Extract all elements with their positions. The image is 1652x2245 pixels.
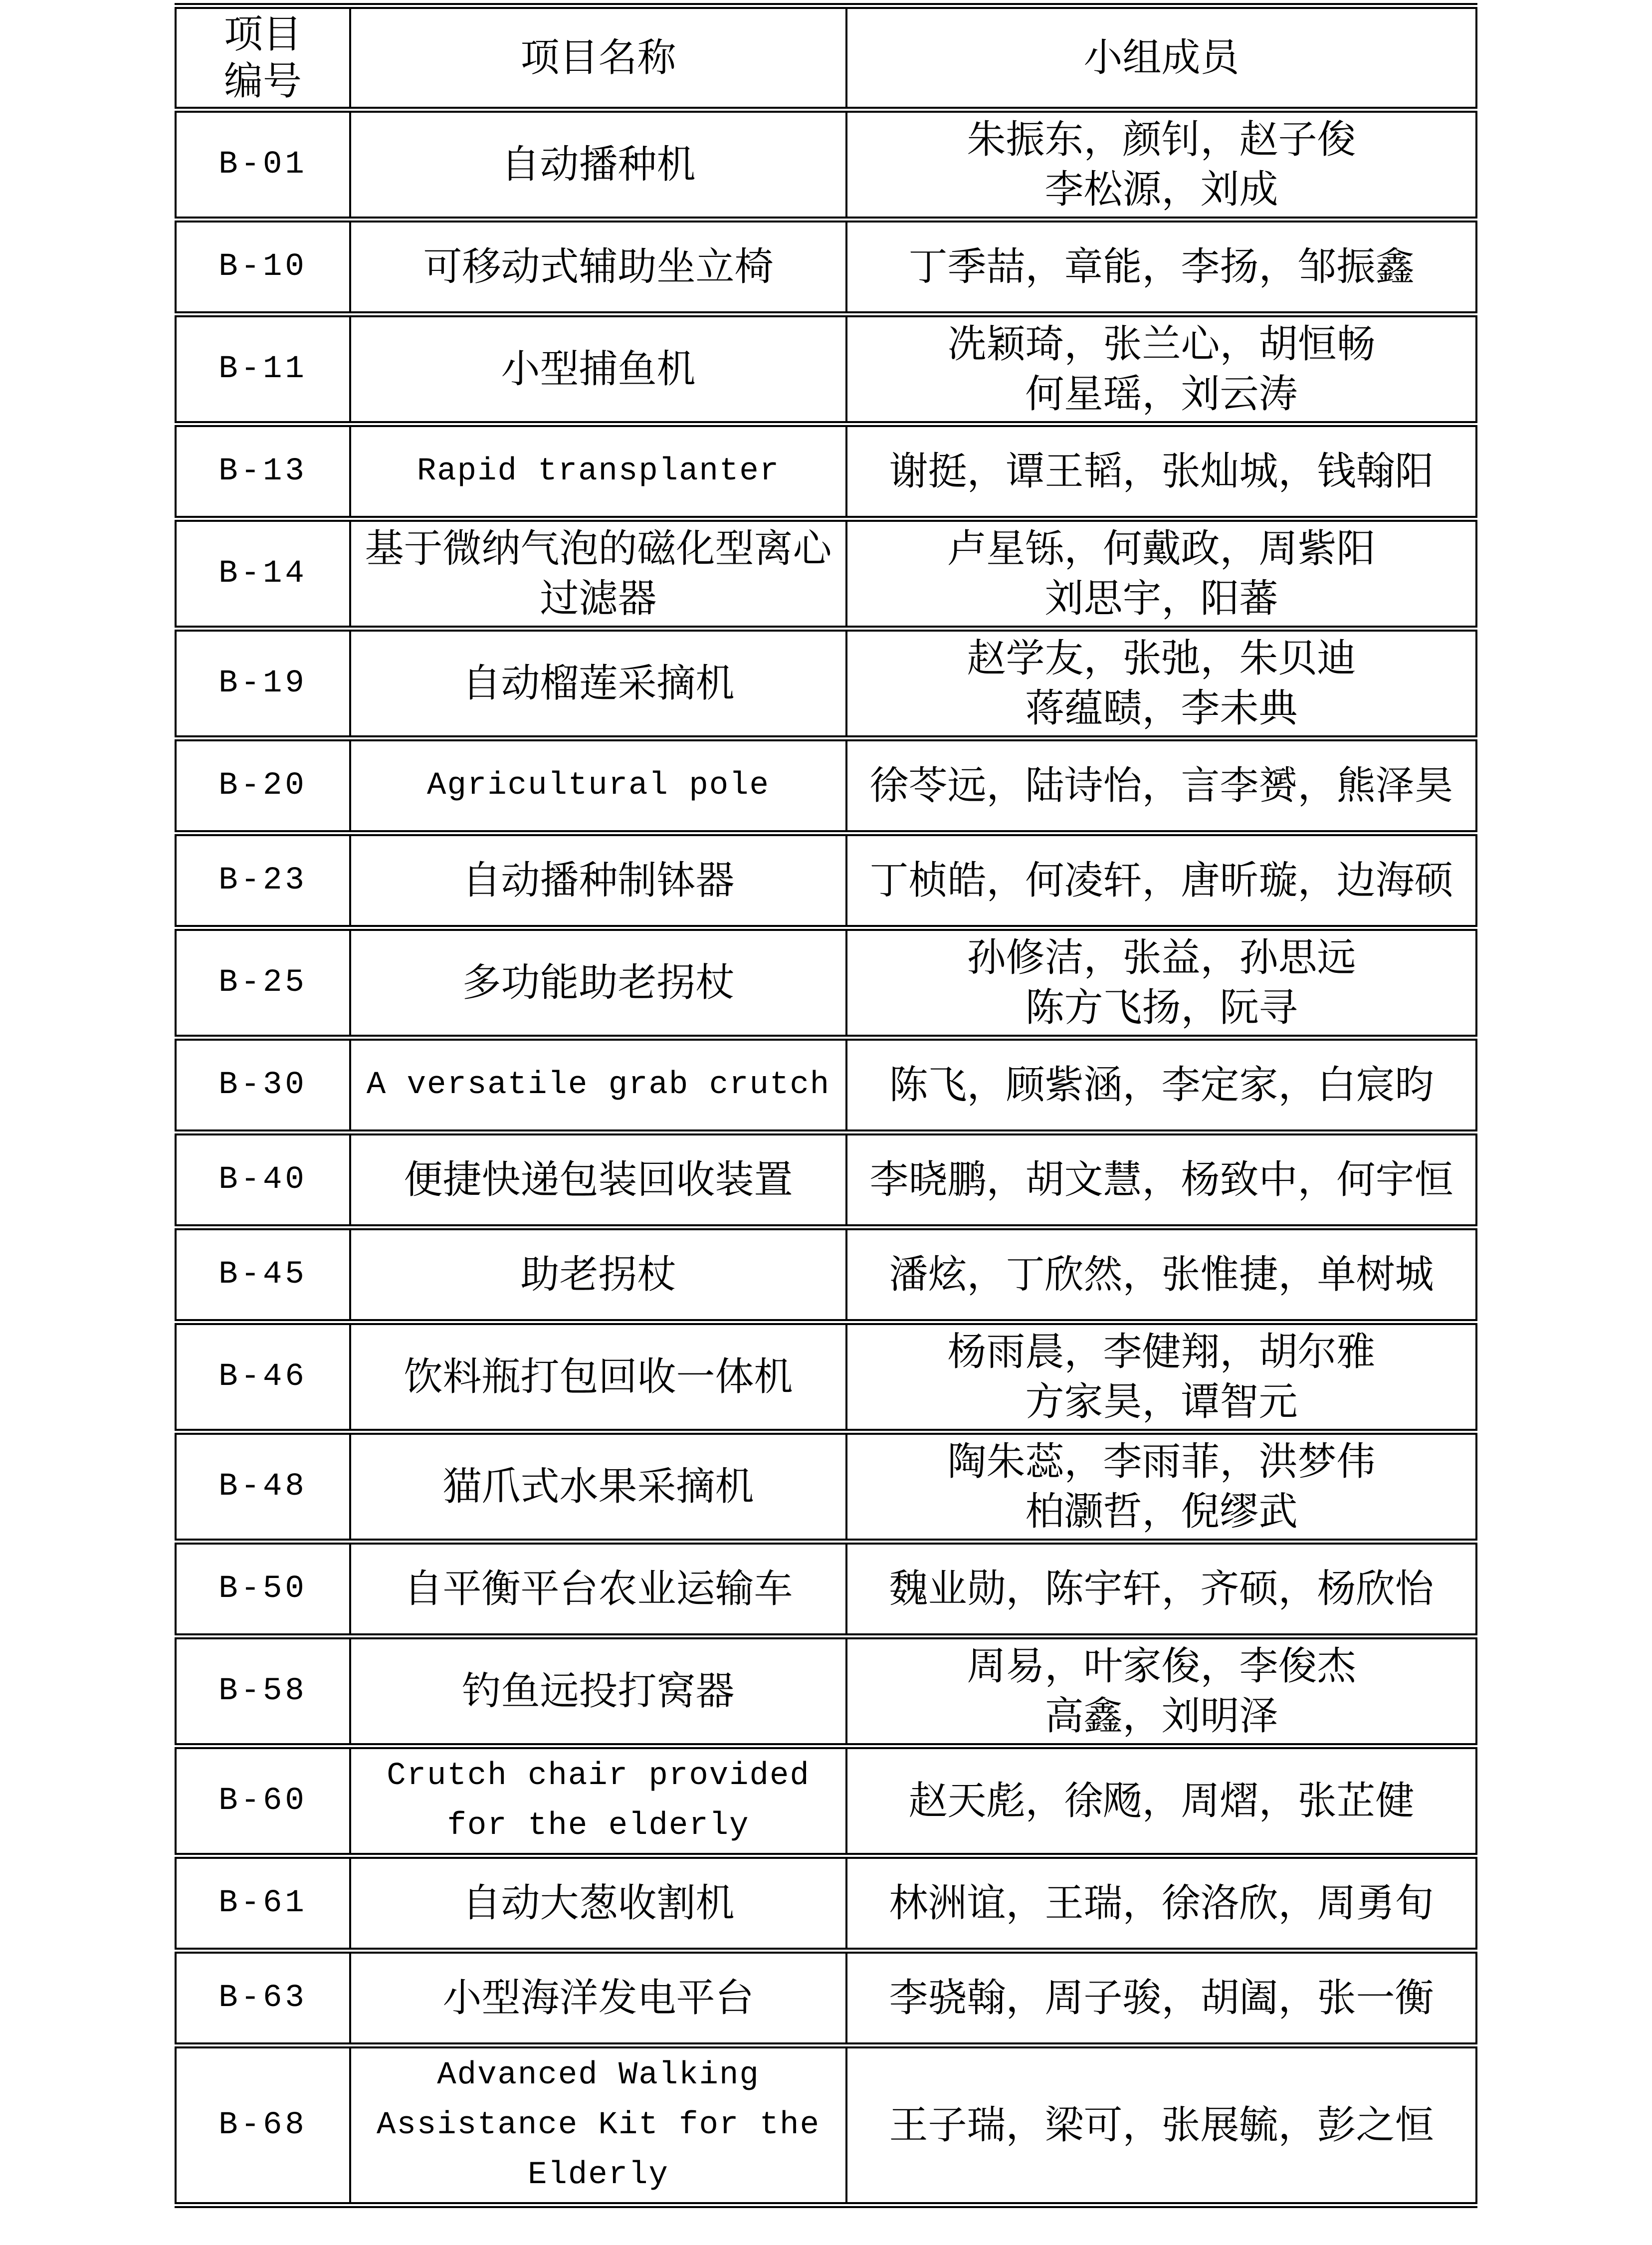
text-line: Rapid transplanter	[416, 453, 780, 489]
project-name	[350, 424, 846, 519]
project-name	[350, 1951, 846, 2045]
text-line: 何星瑶，刘云涛	[1025, 372, 1298, 416]
project-id: B-30	[176, 1038, 350, 1132]
project-id: B-19	[176, 629, 350, 738]
text-line: 赵学友，张弛，朱贝迪	[967, 637, 1356, 680]
text-line: A versatile grab crutch	[366, 1067, 830, 1103]
header-project-id-line2: 编号	[223, 59, 302, 103]
header-project-id-line1: 项目	[223, 12, 302, 56]
project-members	[846, 1542, 1476, 1636]
text-line: 王子瑞，梁可，张展毓，彭之恒	[889, 2103, 1434, 2147]
project-members	[846, 220, 1476, 314]
project-members	[846, 110, 1476, 220]
header-project-id	[176, 6, 350, 110]
project-members	[846, 314, 1476, 424]
project-members	[846, 2045, 1476, 2205]
project-id: B-13	[176, 424, 350, 519]
project-name	[350, 1132, 846, 1227]
project-members	[846, 1038, 1476, 1132]
table-row	[176, 424, 1476, 519]
text-line: 魏业勋，陈宇轩，齐硕，杨欣怡	[889, 1567, 1434, 1610]
project-members	[846, 1227, 1476, 1322]
text-line: 杨雨晨，李健翔，胡尔雅	[947, 1330, 1376, 1373]
project-name	[350, 110, 846, 220]
project-members	[846, 928, 1476, 1038]
project-id: B-25	[176, 928, 350, 1038]
table-row	[176, 1432, 1476, 1542]
project-name	[350, 928, 846, 1038]
text-line: Advanced Walking	[437, 2057, 760, 2093]
table-row	[176, 833, 1476, 928]
table-row	[176, 928, 1476, 1038]
text-line: 便捷快递包装回收装置	[404, 1158, 793, 1201]
table-row	[176, 738, 1476, 833]
text-line: Elderly	[528, 2157, 669, 2193]
text-line: 谢挺，谭王韬，张灿城，钱翰阳	[889, 449, 1434, 493]
project-members	[846, 1746, 1476, 1856]
table-row	[176, 1322, 1476, 1432]
table-row	[176, 2045, 1476, 2205]
text-line: 助老拐杖	[520, 1253, 676, 1296]
table-row	[176, 629, 1476, 738]
project-id: B-23	[176, 833, 350, 928]
text-line: 陈方飞扬，阮寻	[1025, 986, 1298, 1029]
project-members	[846, 1322, 1476, 1432]
table-row	[176, 1038, 1476, 1132]
project-name	[350, 314, 846, 424]
header-project-name	[350, 6, 846, 110]
text-line: 周易，叶家俊，李俊杰	[967, 1644, 1356, 1688]
project-id: B-01	[176, 110, 350, 220]
project-id: B-50	[176, 1542, 350, 1636]
project-name	[350, 1432, 846, 1542]
text-line: 自动大葱收割机	[462, 1881, 735, 1925]
text-line: 丁季喆，章能，李扬，邹振鑫	[908, 245, 1415, 288]
text-line: 可移动式辅助坐立椅	[423, 245, 774, 288]
header-project-name-label: 项目名称	[520, 36, 676, 79]
text-line: 自动播种机	[501, 143, 696, 186]
text-line: 林洲谊，王瑞，徐洛欣，周勇旬	[889, 1881, 1434, 1925]
text-line: 多功能助老拐杖	[462, 961, 735, 1004]
text-line: 基于微纳气泡的磁化型离心	[365, 527, 832, 570]
project-members	[846, 833, 1476, 928]
text-line: 自动榴莲采摘机	[462, 662, 735, 705]
projects-table-body	[176, 110, 1476, 2205]
text-line: 徐苓远，陆诗怡，言李赟，熊泽昊	[869, 764, 1453, 807]
project-name	[350, 1636, 846, 1746]
project-id: B-14	[176, 519, 350, 629]
text-line: 孙修洁，张益，孙思远	[967, 936, 1356, 979]
text-line: 李骁翰，周子骏，胡阖，张一衡	[889, 1976, 1434, 2020]
text-line: 冼颖琦，张兰心，胡恒畅	[947, 322, 1376, 366]
text-line: 自平衡平台农业运输车	[404, 1567, 793, 1610]
text-line: 丁桢皓，何凌轩，唐昕璇，边海硕	[869, 859, 1453, 902]
project-name	[350, 1038, 846, 1132]
project-members	[846, 424, 1476, 519]
project-members	[846, 1636, 1476, 1746]
text-line: 陈飞，顾紫涵，李定家，白宸昀	[889, 1063, 1434, 1107]
table-row	[176, 314, 1476, 424]
projects-table	[175, 3, 1477, 2208]
project-members	[846, 1432, 1476, 1542]
project-members	[846, 1951, 1476, 2045]
header-members-label: 小组成员	[1083, 36, 1239, 79]
project-name	[350, 1856, 846, 1951]
text-line: 钓鱼远投打窝器	[462, 1669, 735, 1713]
project-id: B-20	[176, 738, 350, 833]
project-name	[350, 519, 846, 629]
text-line: 猫爪式水果采摘机	[442, 1465, 754, 1508]
header-members	[846, 6, 1476, 110]
text-line: 方家昊，谭智元	[1025, 1380, 1298, 1423]
text-line: 卢星铄，何戴政，周紫阳	[947, 527, 1376, 570]
project-id: B-11	[176, 314, 350, 424]
text-line: Crutch chair provided	[387, 1758, 810, 1794]
table-row	[176, 1856, 1476, 1951]
text-line: 小型海洋发电平台	[442, 1976, 754, 2020]
text-line: 柏灏哲，倪缪武	[1025, 1490, 1298, 1533]
text-line: 过滤器	[540, 577, 657, 620]
header-row	[176, 6, 1476, 110]
table-row	[176, 220, 1476, 314]
text-line: Agricultural pole	[427, 768, 770, 804]
table-row	[176, 1636, 1476, 1746]
project-name	[350, 1322, 846, 1432]
project-name	[350, 1227, 846, 1322]
project-members	[846, 629, 1476, 738]
table-row	[176, 1542, 1476, 1636]
table-row	[176, 519, 1476, 629]
project-id: B-46	[176, 1322, 350, 1432]
text-line: Assistance Kit for the	[377, 2107, 820, 2143]
table-row	[176, 1227, 1476, 1322]
text-line: 李晓鹏，胡文慧，杨致中，何宇恒	[869, 1158, 1453, 1201]
project-name	[350, 1542, 846, 1636]
text-line: 高鑫，刘明泽	[1044, 1694, 1278, 1738]
project-name	[350, 1746, 846, 1856]
text-line: for the elderly	[447, 1808, 750, 1844]
text-line: 刘思宇，阳蕃	[1044, 577, 1278, 620]
project-id: B-68	[176, 2045, 350, 2205]
project-name	[350, 2045, 846, 2205]
project-id: B-45	[176, 1227, 350, 1322]
text-line: 自动播种制钵器	[462, 859, 735, 902]
project-id: B-63	[176, 1951, 350, 2045]
table-row	[176, 1951, 1476, 2045]
table-row	[176, 1132, 1476, 1227]
project-name	[350, 833, 846, 928]
text-line: 陶朱蕊，李雨菲，洪梦伟	[947, 1440, 1376, 1483]
text-line: 赵天彪，徐飏，周熠，张芷健	[908, 1779, 1415, 1822]
project-members	[846, 738, 1476, 833]
project-id: B-10	[176, 220, 350, 314]
table-header	[176, 6, 1476, 110]
text-line: 朱振东，颜钊，赵子俊	[967, 118, 1356, 161]
table-row	[176, 1746, 1476, 1856]
text-line: 李松源，刘成	[1044, 168, 1278, 211]
text-line: 蒋蕴赜，李未典	[1025, 686, 1298, 730]
project-id: B-58	[176, 1636, 350, 1746]
project-members	[846, 1132, 1476, 1227]
project-name	[350, 629, 846, 738]
project-id: B-40	[176, 1132, 350, 1227]
table-row	[176, 110, 1476, 220]
project-members	[846, 1856, 1476, 1951]
text-line: 饮料瓶打包回收一体机	[404, 1355, 793, 1398]
project-name	[350, 220, 846, 314]
project-id: B-48	[176, 1432, 350, 1542]
project-id: B-60	[176, 1746, 350, 1856]
project-members	[846, 519, 1476, 629]
project-name	[350, 738, 846, 833]
project-id: B-61	[176, 1856, 350, 1951]
text-line: 小型捕鱼机	[501, 347, 696, 391]
text-line: 潘炫，丁欣然，张惟捷，单树城	[889, 1253, 1434, 1296]
